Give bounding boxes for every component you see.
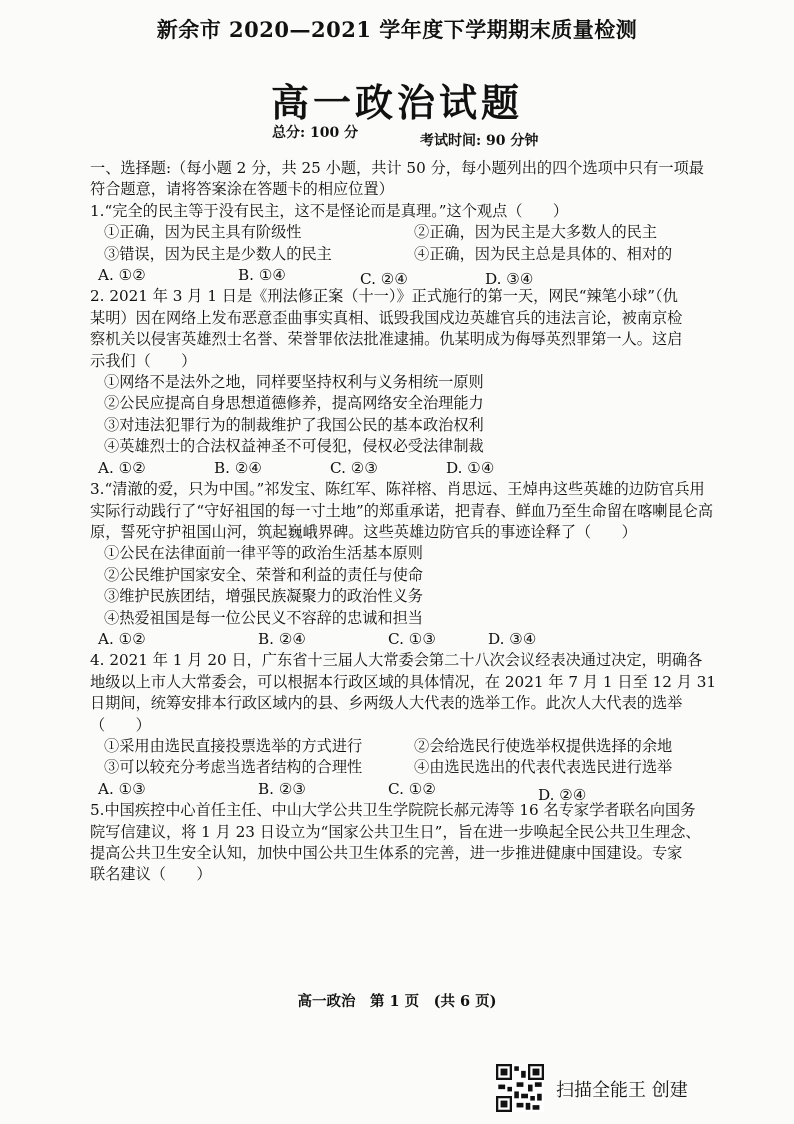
q2-option-1: ①网络不是法外之地，同样要坚持权利与义务相统一原则 bbox=[104, 373, 484, 392]
q1-answer-a: A. ①② bbox=[98, 266, 146, 285]
q4-stem-line2: 地级以上市人大常委会，可以根据本行政区域的具体情况，在 2021 年 7 月 1 日至 12 月 31 bbox=[90, 672, 717, 691]
q1-answer-b: B. ①④ bbox=[238, 266, 287, 285]
q1-option-1: ①正确，因为民主具有阶级性 bbox=[104, 223, 302, 242]
q2-answers bbox=[90, 458, 730, 479]
questions-body bbox=[90, 158, 730, 886]
q4-option-4: ④由选民选出的代表代表选民进行选举 bbox=[414, 758, 673, 777]
q2-option-3: ③对违法犯罪行为的制裁维护了我国公民的基本政治权利 bbox=[104, 415, 484, 434]
q3-option-1: ①公民在法律面前一律平等的政治生活基本原则 bbox=[104, 544, 423, 563]
q3-option-2: ②公民维护国家安全、荣誉和利益的责任与使命 bbox=[104, 565, 423, 584]
qr-code-icon bbox=[496, 1064, 544, 1112]
q4-answers bbox=[90, 779, 730, 804]
q3-answer-d: D. ③④ bbox=[488, 629, 537, 648]
q2-stem-line3: 察机关以侵害英雄烈士名誉、荣誉罪依法批准逮捕。仇某明成为侮辱英烈罪第一人。这启 bbox=[90, 330, 683, 349]
q5-stem-line2: 院写信建议，将 1 月 23 日设立为“国家公共卫生日”，旨在进一步唤起全民公共卫生理念、 bbox=[90, 822, 701, 841]
exam-time: 考试时间: 90 分钟 bbox=[420, 133, 539, 149]
q1-answers bbox=[90, 265, 730, 289]
q2-answer-b: B. ②④ bbox=[214, 458, 263, 477]
q4-answer-a: A. ①③ bbox=[98, 779, 146, 798]
q1-options-row2 bbox=[90, 244, 730, 265]
q4-answer-b: B. ②③ bbox=[258, 779, 307, 798]
q2-answer-c: C. ②③ bbox=[330, 458, 378, 477]
q3-answers bbox=[90, 629, 730, 650]
page-title: 高一政治试题 bbox=[270, 80, 523, 125]
q4-stem-line3: 日期间，统筹安排本行政区域内的县、乡两级人大代表的选举工作。此次人大代表的选举 bbox=[90, 694, 683, 713]
q3-option-3: ③维护民族团结，增强民族凝聚力的政治性义务 bbox=[104, 587, 423, 606]
q1-answer-d: D. ③④ bbox=[485, 270, 534, 289]
q1-stem: 1.“完全的民主等于没有民主，这不是怪论而是真理。”这个观点（ ） bbox=[90, 201, 569, 220]
q2-stem-line4: 示我们（ ） bbox=[90, 351, 197, 370]
q5-stem-line4: 联名建议（ ） bbox=[90, 865, 212, 884]
q2-option-4: ④英雄烈士的合法权益神圣不可侵犯，侵权必受法律制裁 bbox=[104, 437, 484, 456]
exam-name: 新余市 2020—2021 学年度下学期期末质量检测 bbox=[156, 17, 638, 42]
q3-answer-c: C. ①③ bbox=[388, 629, 436, 648]
q4-option-1: ①采用由选民直接投票选举的方式进行 bbox=[104, 736, 363, 755]
q3-option-4: ④热爱祖国是每一位公民义不容辞的忠诚和担当 bbox=[104, 608, 423, 627]
q3-stem-line1: 3.“清澈的爱，只为中国。”祁发宝、陈红军、陈祥榕、肖思远、王焯冉这些英雄的边防官兵用 bbox=[90, 480, 705, 499]
q4-stem-line1: 4. 2021 年 1 月 20 日，广东省十三届人大常委会第二十八次会议经表决通过决定，明确各 bbox=[90, 651, 703, 670]
q4-option-2: ②会给选民行使选举权提供选择的余地 bbox=[414, 736, 673, 755]
q1-option-2: ②正确，因为民主是大多数人的民主 bbox=[414, 223, 657, 242]
q4-options-row2 bbox=[90, 757, 730, 778]
q3-stem-line2: 实际行动践行了“守好祖国的每一寸土地”的郑重承诺，把青春、鲜血乃至生命留在喀喇昆仑高 bbox=[90, 501, 714, 520]
q1-option-4: ④正确，因为民主总是具体的、相对的 bbox=[414, 244, 673, 263]
total-score: 总分: 100 分 bbox=[272, 125, 359, 141]
q3-stem-line3: 原，誓死守护祖国山河，筑起巍峨界碑。这些英雄边防官兵的事迹诠释了（ ） bbox=[90, 522, 637, 541]
q4-answer-c: C. ①② bbox=[388, 779, 436, 798]
section-intro-line2: 符合题意，请将答案涂在答题卡的相应位置） bbox=[90, 180, 394, 199]
q3-answer-b: B. ②④ bbox=[258, 629, 307, 648]
q1-answer-c: C. ②④ bbox=[360, 270, 408, 289]
q4-option-3: ③可以较充分考虑当选者结构的合理性 bbox=[104, 758, 363, 777]
q5-stem-line3: 提高公共卫生安全认知，加快中国公共卫生体系的完善，进一步推进健康中国建设。专家 bbox=[90, 844, 683, 862]
q1-option-3: ③错误，因为民主是少数人的民主 bbox=[104, 244, 332, 263]
q2-answer-a: A. ①② bbox=[98, 458, 146, 477]
q1-options-row1 bbox=[90, 222, 730, 243]
section-intro-line1: 一、选择题:（每小题 2 分，共 25 小题，共计 50 分，每小题列出的四个选项中只有一项最 bbox=[90, 159, 704, 177]
q4-options-row1 bbox=[90, 736, 730, 757]
q4-stem-line4: （ ） bbox=[90, 715, 151, 734]
scanner-watermark: 扫描全能王 创建 bbox=[556, 1080, 688, 1101]
q2-answer-d: D. ①④ bbox=[446, 458, 495, 477]
q2-stem-line1: 2. 2021 年 3 月 1 日是《刑法修正案（十一）》正式施行的第一天，网民“辣笔小球”（仇 bbox=[90, 287, 678, 306]
q2-option-2: ②公民应提高自身思想道德修养，提高网络安全治理能力 bbox=[104, 394, 484, 413]
q3-answer-a: A. ①② bbox=[98, 629, 146, 648]
page-footer: 高一政治 第 1 页 (共 6 页) bbox=[297, 993, 497, 1010]
q5-stem-line1: 5.中国疾控中心首任主任、中山大学公共卫生学院院长郝元涛等 16 名专家学者联名向国务 bbox=[90, 801, 696, 820]
q2-stem-line2: 某明）因在网络上发布恶意歪曲事实真相、诋毁我国戍边英雄官兵的违法言论，被南京检 bbox=[90, 308, 683, 327]
q4-answer-d: D. ②④ bbox=[538, 785, 587, 804]
